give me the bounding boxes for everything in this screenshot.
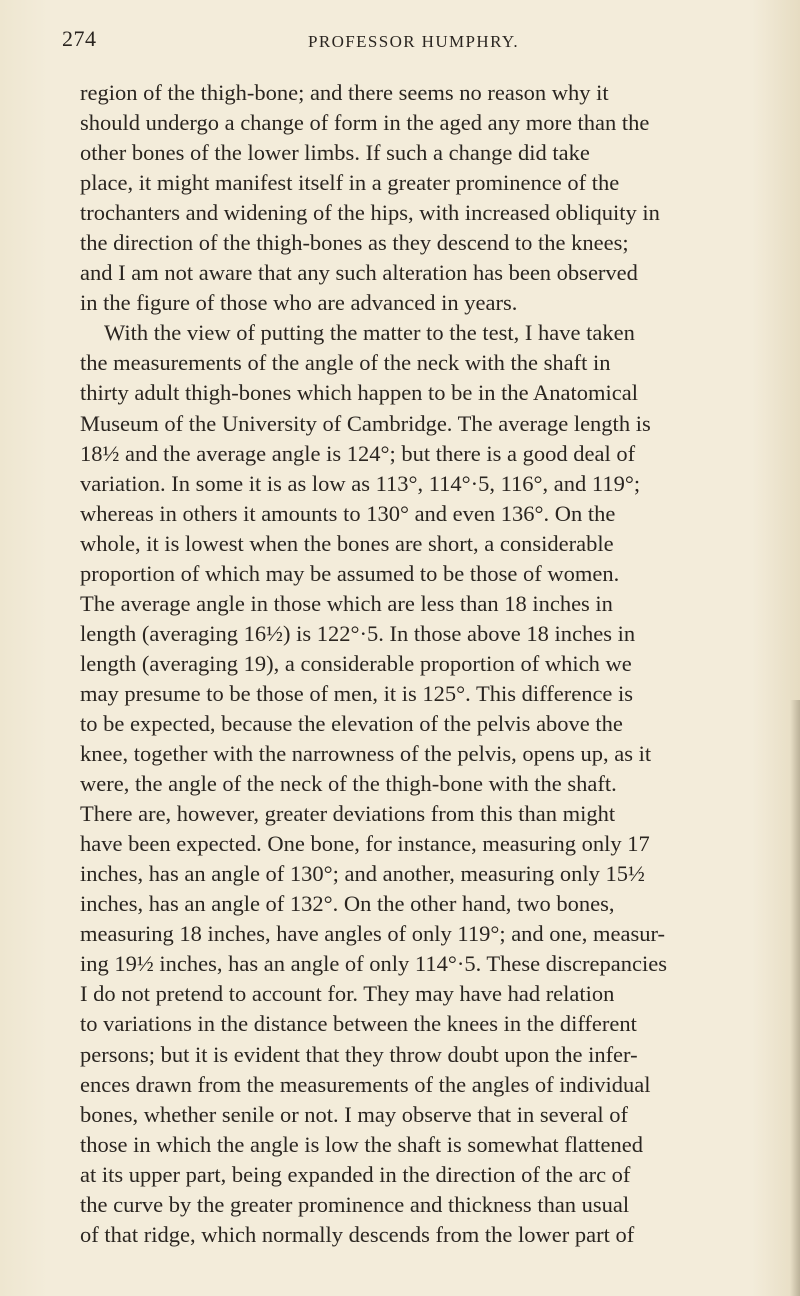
text-line: whole, it is lowest when the bones are short, a considerable [80,530,614,556]
text-line: persons; but it is evident that they throw doubt upon the infer- [80,1041,638,1067]
text-line: region of the thigh-bone; and there seems no reason why it [80,80,609,105]
text-line: knee, together with the narrowness of the pelvis, opens up, as it [80,741,652,767]
text-line: should undergo a change of form in the aged any more than the [80,110,650,136]
text-line: length (averaging 19), a considerable proportion of which we [80,650,632,676]
text-line: trochanters and widening of the hips, with increased obliquity in [80,200,660,226]
text-line: There are, however, greater deviations from this than might [80,801,616,827]
text-line: the curve by the greater prominence and thickness than usual [80,1191,630,1217]
text-line: bones, whether senile or not. I may observe that in several of [80,1101,628,1127]
page-number: 274 [62,26,97,51]
page-header [0,26,800,56]
text-line: may presume to be those of men, it is 125°. This difference is [80,680,634,706]
text-line: other bones of the lower limbs. If such a change did take [80,140,590,166]
text-line: in the figure of those who are advanced in years. [80,290,518,316]
text-line: the measurements of the angle of the neck with the shaft in [80,350,611,376]
text-line: I do not pretend to account for. They may have had relation [80,981,615,1007]
text-line: measuring 18 inches, have angles of only 119°; and one, measur- [80,921,666,947]
text-line: of that ridge, which normally descends from the lower part of [80,1221,635,1247]
text-line: those in which the angle is low the shaft is somewhat flattened [80,1131,643,1157]
text-line: length (averaging 16½) is 122°·5. In those above 18 inches in [80,620,636,646]
text-line: proportion of which may be assumed to be those of women. [80,560,620,586]
text-line: have been expected. One bone, for instance, measuring only 17 [80,831,650,857]
body-text [80,78,800,1250]
text-line: ing 19½ inches, has an angle of only 114°·5. These discrepancies [80,951,667,977]
text-line: and I am not aware that any such alteration has been observed [80,260,638,286]
text-line: at its upper part, being expanded in the direction of the arc of [80,1161,631,1187]
text-line: were, the angle of the neck of the thigh-bone with the shaft. [80,771,617,797]
text-line: place, it might manifest itself in a greater prominence of the [80,170,620,196]
text-line: ences drawn from the measurements of the angles of individual [80,1071,651,1097]
paragraph-first-line: With the view of putting the matter to the test, I have taken [104,320,635,346]
text-line: thirty adult thigh-bones which happen to be in the Anatomical [80,380,639,406]
text-line: inches, has an angle of 132°. On the other hand, two bones, [80,891,615,917]
text-line: to be expected, because the elevation of the pelvis above the [80,710,623,736]
text-line: variation. In some it is as low as 113°, 114°·5, 116°, and 119°; [80,470,641,496]
text-line: the direction of the thigh-bones as they descend to the knees; [80,230,629,256]
text-line: 18½ and the average angle is 124°; but there is a good deal of [80,440,636,466]
text-line: The average angle in those which are less than 18 inches in [80,590,613,616]
text-line: Museum of the University of Cambridge. The average length is [80,410,651,436]
text-line: inches, has an angle of 130°; and another, measuring only 15½ [80,861,645,887]
text-line: whereas in others it amounts to 130° and even 136°. On the [80,500,616,526]
text-line: to variations in the distance between the knees in the different [80,1011,637,1037]
running-head: PROFESSOR HUMPHRY. [308,32,520,51]
